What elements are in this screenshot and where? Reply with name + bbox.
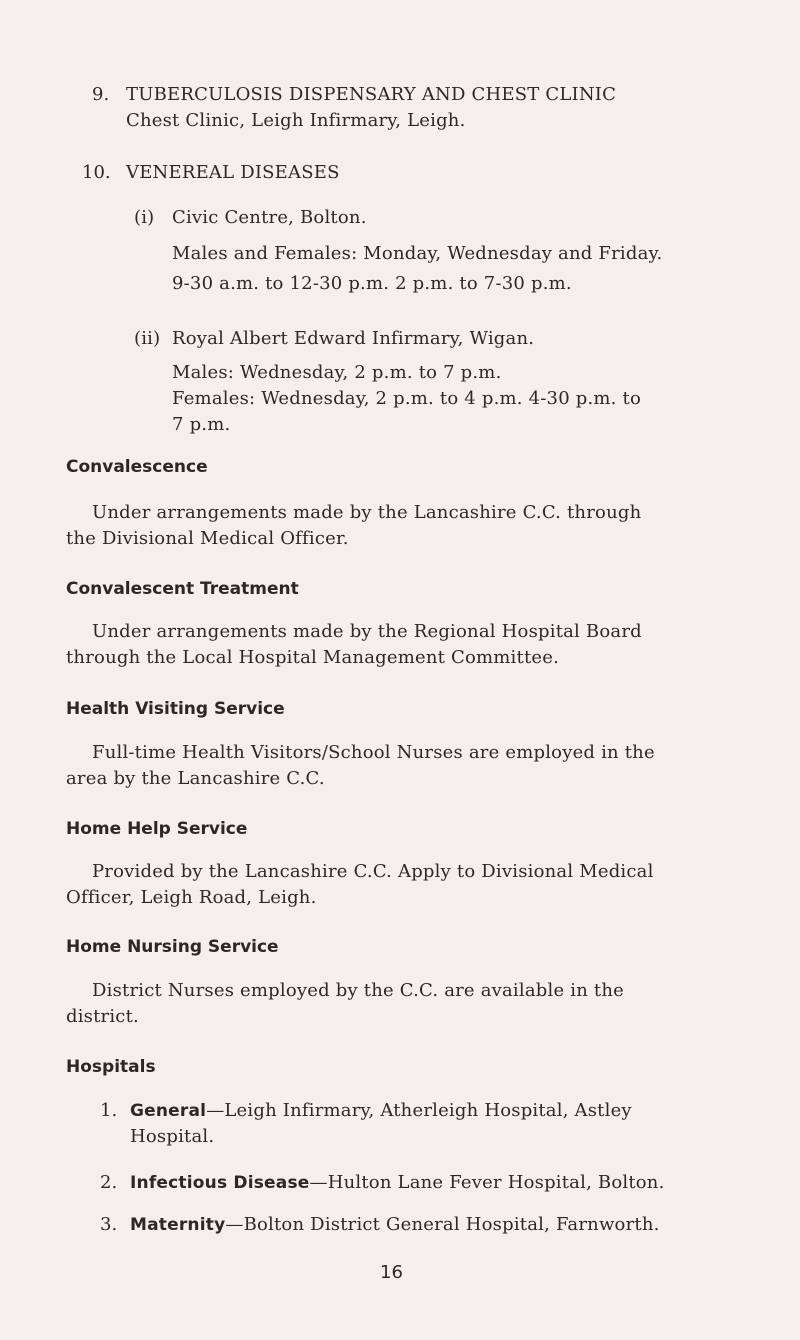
convalescent-treatment-heading: Convalescent Treatment bbox=[66, 579, 299, 599]
hospital-2-entry bbox=[130, 1170, 665, 1196]
item-i-marker: (i) bbox=[134, 207, 155, 228]
home-help-line-1: Provided by the Lancashire C.C. Apply to Divisional Medical bbox=[92, 861, 654, 882]
hospital-1-entry bbox=[130, 1098, 632, 1124]
convalescence-line-2: the Divisional Medical Officer. bbox=[66, 528, 349, 549]
item-i-line-1: Civic Centre, Bolton. bbox=[172, 207, 367, 228]
home-nursing-heading: Home Nursing Service bbox=[66, 937, 279, 957]
hospital-3-text: —Bolton District General Hospital, Farnworth. bbox=[225, 1214, 660, 1235]
home-help-line-2: Officer, Leigh Road, Leigh. bbox=[66, 887, 317, 908]
hospital-1-text-line-2: Hospital. bbox=[130, 1126, 215, 1147]
section-10-number: 10. bbox=[82, 162, 111, 183]
hospital-3-label: Maternity bbox=[130, 1215, 226, 1235]
item-ii-marker: (ii) bbox=[134, 328, 161, 349]
item-i-line-3: 9-30 a.m. to 12-30 p.m. 2 p.m. to 7-30 p.m. bbox=[172, 273, 572, 294]
convalescence-heading: Convalescence bbox=[66, 457, 208, 477]
convalescent-treatment-line-1: Under arrangements made by the Regional Hospital Board bbox=[92, 621, 642, 642]
hospital-1-label: General bbox=[130, 1101, 207, 1121]
hospital-1-number: 1. bbox=[100, 1100, 118, 1121]
hospital-1-text: —Leigh Infirmary, Atherleigh Hospital, Astley bbox=[206, 1100, 632, 1121]
hospital-2-label: Infectious Disease bbox=[130, 1173, 310, 1193]
item-i-line-2: Males and Females: Monday, Wednesday and Friday. bbox=[172, 243, 663, 264]
page-number: 16 bbox=[380, 1262, 403, 1283]
hospital-2-text: —Hulton Lane Fever Hospital, Bolton. bbox=[309, 1172, 665, 1193]
hospitals-heading: Hospitals bbox=[66, 1057, 156, 1077]
item-ii-line-1: Royal Albert Edward Infirmary, Wigan. bbox=[172, 328, 535, 349]
health-visiting-line-1: Full-time Health Visitors/School Nurses are employed in the bbox=[92, 742, 655, 763]
convalescent-treatment-line-2: through the Local Hospital Management Committee. bbox=[66, 647, 559, 668]
section-10-title: VENEREAL DISEASES bbox=[126, 162, 340, 183]
convalescence-line-1: Under arrangements made by the Lancashire C.C. through bbox=[92, 502, 642, 523]
hospital-3-entry bbox=[130, 1212, 660, 1238]
item-ii-line-4: 7 p.m. bbox=[172, 414, 231, 435]
item-ii-line-2: Males: Wednesday, 2 p.m. to 7 p.m. bbox=[172, 362, 502, 383]
hospital-3-number: 3. bbox=[100, 1214, 118, 1235]
item-ii-line-3: Females: Wednesday, 2 p.m. to 4 p.m. 4-30 p.m. to bbox=[172, 388, 641, 409]
home-nursing-line-2: district. bbox=[66, 1006, 139, 1027]
home-nursing-line-1: District Nurses employed by the C.C. are available in the bbox=[92, 980, 624, 1001]
home-help-heading: Home Help Service bbox=[66, 819, 248, 839]
section-9-line: Chest Clinic, Leigh Infirmary, Leigh. bbox=[126, 110, 466, 131]
hospital-2-number: 2. bbox=[100, 1172, 118, 1193]
health-visiting-line-2: area by the Lancashire C.C. bbox=[66, 768, 325, 789]
section-9-title: TUBERCULOSIS DISPENSARY AND CHEST CLINIC bbox=[126, 84, 617, 105]
health-visiting-heading: Health Visiting Service bbox=[66, 699, 285, 719]
section-9-number: 9. bbox=[92, 84, 110, 105]
